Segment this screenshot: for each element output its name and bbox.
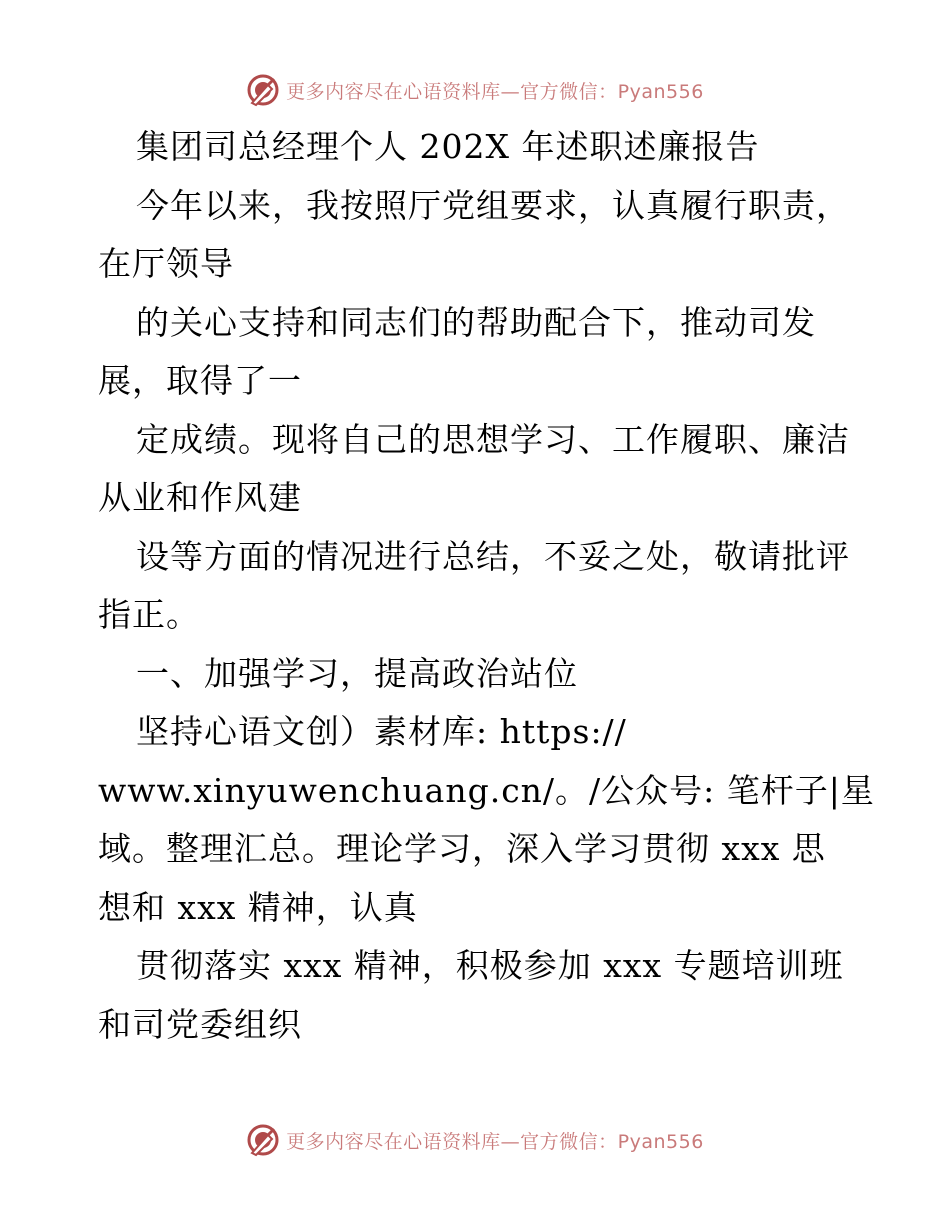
paragraph-line: 坚持心语文创）素材库: https:// (136, 712, 627, 751)
pen-logo-icon (246, 73, 280, 107)
header-banner (0, 70, 950, 110)
paragraph-line: www.xinyuwenchuang.cn/。/公众号: 笔杆子|星 (98, 770, 875, 810)
footer-banner-text: 更多内容尽在心语资料库—官方微信：Pyan556 (286, 1130, 704, 1153)
paragraph-line: 从业和作风建 (98, 478, 302, 517)
pen-logo-icon (246, 1123, 280, 1157)
footer-banner (0, 1120, 950, 1160)
paragraph-line: 定成绩。现将自己的思想学习、工作履职、廉洁 (136, 419, 850, 459)
paragraph-line: 指正。 (98, 595, 200, 634)
section-heading: 一、加强学习，提高政治站位 (136, 653, 578, 693)
paragraph-line: 设等方面的情况进行总结，不妥之处，敬请批评 (136, 536, 850, 576)
paragraph-line: 和司党委组织 (98, 1004, 302, 1044)
document-body (98, 118, 875, 1054)
paragraph-line: 域。整理汇总。理论学习，深入学习贯彻 xxx 思 (98, 829, 826, 868)
paragraph-line: 贯彻落实 xxx 精神，积极参加 xxx 专题培训班 (136, 946, 844, 985)
paragraph-line: 的关心支持和同志们的帮助配合下，推动司发 (136, 302, 816, 342)
header-banner-text: 更多内容尽在心语资料库—官方微信：Pyan556 (286, 80, 704, 103)
header-wechat-id: Pyan556 (617, 80, 704, 103)
paragraph-line: 想和 xxx 精神，认真 (98, 887, 418, 927)
paragraph-line: 展，取得了一 (98, 361, 302, 400)
footer-wechat-id: Pyan556 (617, 1130, 704, 1153)
document-title: 集团司总经理个人 202X 年述职述廉报告 (136, 127, 760, 166)
paragraph-line: 今年以来，我按照厅党组要求，认真履行职责， (136, 185, 850, 225)
paragraph-line: 在厅领导 (98, 244, 234, 283)
